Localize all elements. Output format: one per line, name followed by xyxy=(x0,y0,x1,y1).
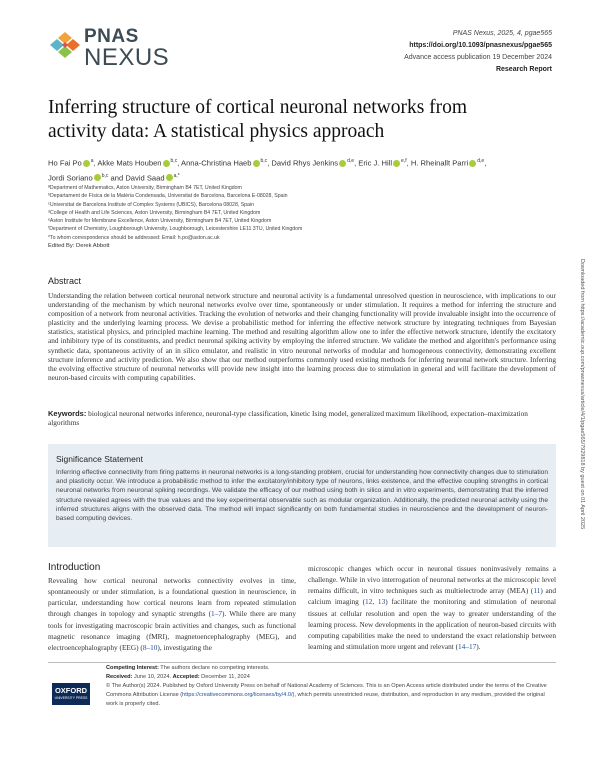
oup-logo-subtext: UNIVERSITY PRESS xyxy=(54,696,88,700)
author-name[interactable]: Anna-Christina Haeb xyxy=(181,158,252,168)
author-name[interactable]: Jordi Soriano xyxy=(48,173,93,183)
orcid-icon[interactable] xyxy=(166,174,173,181)
body-text: ). xyxy=(476,642,481,652)
oup-logo xyxy=(52,683,90,705)
author-name[interactable]: H. Rheinallt Parri xyxy=(410,158,469,168)
logo-text-nexus: NEXUS xyxy=(84,44,170,71)
author-name[interactable]: Akke Mats Houben xyxy=(97,158,162,168)
citation-link[interactable]: 11 xyxy=(533,586,541,596)
body-text: Revealing how cortical neuronal networks connectivity evolves in time, spontaneously or under stimulation, is a foundational question in neuroscience, in particular, understanding how cortical neurons learn from repeated stimulation through changes in topology and synaptic strengths ( xyxy=(48,576,296,619)
author-affiliation-marker: b,c xyxy=(101,172,109,179)
author-name[interactable]: Eric J. Hill xyxy=(358,158,393,168)
body-text: , xyxy=(372,597,378,607)
author-affiliation-marker: a,* xyxy=(173,172,180,179)
header-meta xyxy=(404,28,552,76)
advance-access-date: Advance access publication 19 December 2024 xyxy=(404,54,552,61)
citation-link[interactable]: 8–10 xyxy=(142,642,158,652)
received-label: Received: xyxy=(106,673,133,680)
orcid-icon[interactable] xyxy=(253,160,260,167)
author-affiliation-marker: d,e xyxy=(477,158,485,164)
orcid-icon[interactable] xyxy=(339,160,346,167)
author-affiliation-marker: b,c xyxy=(170,158,178,164)
author-affiliation-marker: d,e xyxy=(347,158,355,164)
orcid-icon[interactable] xyxy=(469,160,476,167)
keywords-text: biological neuronal networks inference, neuronal-type classification, kinetic Ising model, generalized maximum likelihood, expectation–maximization algorithms xyxy=(48,409,528,428)
author-list xyxy=(48,155,558,184)
orcid-icon[interactable] xyxy=(94,174,101,181)
affiliations xyxy=(48,184,558,250)
orcid-icon[interactable] xyxy=(83,160,90,167)
dates xyxy=(106,673,556,682)
body-text: ) facilitate the monitoring and stimulation of neuronal tissues at cellular resolution and open the way to greater understanding of the learning process. New developments in the application of neuron-based circuits with computing capabilities make the need to understand the exact relationship between learning and stimulation more urgent and relevant ( xyxy=(308,597,556,652)
body-text: ) and calcium imaging ( xyxy=(308,586,556,607)
citation-link[interactable]: 13 xyxy=(377,597,386,607)
correspondence: *To whom correspondence should be addressed: Email: h.po@aston.ac.uk xyxy=(48,234,220,241)
download-note-text: Downloaded from https://academic.oup.com/pnasnexus/article/4/1/pgae565/7929818 by guest on 01 April 2025 xyxy=(579,258,585,530)
pnas-nexus-logo-mark xyxy=(48,30,82,64)
doi-link[interactable]: https://doi.org/10.1093/pnasnexus/pgae565 xyxy=(409,42,552,49)
affiliation: ªDepartment of Mathematics, Aston University, Birmingham B4 7ET, United Kingdom xyxy=(48,185,242,191)
author-separator: , xyxy=(93,158,98,168)
accepted-label: Accepted: xyxy=(172,673,200,680)
introduction-column-2 xyxy=(308,563,556,652)
copyright-text: © The Author(s) 2024. Published by Oxford University Press on behalf of National Academy of Sciences. This is an Open Access article distributed under the terms of the Creative Commons Attribution License ( xyxy=(106,682,547,698)
significance-text: Inferring effective connectivity from firing patterns in neuronal networks is a long-standing problem, crucial for understanding how connectivity changes due to stimulation and plasticity occur. We introduce a probabilistic method to infer the excitatory/inhibitory type of neurons, links existence, and the effective coupling strengths in cortical neuronal networks from neuronal spiking recordings. We validate the efficacy of our method using both in silico and in vitro experiments, demonstrating that the inferred structure revealed agrees with the true values and the key experimental observable such as modular organization. Additionally, the predicted neuronal activity using the inferred structures aligns with the observed data. The method will impact significantly on both fundamental studies in neuroscience and the development of neuron-based computing devices. xyxy=(56,469,548,523)
article-type: Research Report xyxy=(495,66,552,73)
competing-interest xyxy=(106,664,556,673)
license-link[interactable]: https://creativecommons.org/licenses/by/4.0/ xyxy=(182,691,293,698)
author-affiliation-marker: e,f xyxy=(401,158,407,164)
significance-box xyxy=(48,444,556,547)
abstract-heading: Abstract xyxy=(48,276,82,286)
author-name[interactable]: Ho Fai Po xyxy=(48,158,82,168)
copyright-text-end: ), which permits unrestricted reuse, distribution, and reproduction in any medium, provided the original work is properly cited. xyxy=(106,691,545,707)
edited-by: Edited By: Derek Abbott xyxy=(48,243,110,250)
keywords-label: Keywords: xyxy=(48,409,87,418)
introduction-heading: Introduction xyxy=(48,562,101,573)
author-affiliation-marker: b,c xyxy=(260,158,268,164)
author-separator: and xyxy=(108,173,126,183)
body-text: ). While there are many tools for investigating macroscopic brain activities and changes, such as functional magnetic resonance imaging (fMRI), magnetoencephalography (MEG), and electroencephalography (EEG) ( xyxy=(48,609,296,652)
author-separator: , xyxy=(267,158,272,168)
affiliation: ᵈCollege of Health and Life Sciences, Aston University, Birmingham B4 7ET, United Kingdom xyxy=(48,209,261,216)
competing-interest-text: The authors declare no competing interests. xyxy=(158,665,270,671)
logo-text-pnas: PNAS xyxy=(84,26,139,47)
author-separator: , xyxy=(406,158,411,168)
affiliation: ᶜUniversitat de Barcelona Institute of Complex Systems (UBICS), Barcelona 08028, Spain xyxy=(48,201,254,208)
citation-link[interactable]: 14–17 xyxy=(458,642,477,652)
orcid-icon[interactable] xyxy=(393,160,400,167)
affiliation: ᶠDepartment of Chemistry, Loughborough University, Loughborough, Leicestershire LE11 3TU, United Kingdom xyxy=(48,226,303,233)
author-affiliation-marker: a xyxy=(90,158,94,164)
abstract-text: Understanding the relation between cortical neuronal network structure and neuronal activity is a fundamental unresolved question in neuroscience, with implications to our understanding of the mechanism by which neuronal networks evolve over time, spontaneously or under stimulation. It requires a method for inferring the structure and composition of a network from neuronal activities. Tracking the evolution of networks and their changing functionality will provide invaluable insight into the occurrence of plasticity and the underlying learning process. We devise a probabilistic method for inferring the effective network structure by integrating techniques from Bayesian statistics, statistical physics, and principled machine learning. The method and resulting algorithm allow one to infer the effective network structure, identify the excitatory and inhibitory type of its constituents, and predict neuronal spiking activity by employing the inferred structure. We validate the method and algorithm's performance using synthetic data, spontaneous activity of an in silico emulator, and realistic in vitro neuronal networks of modular and homogeneous connectivity, demonstrating excellent structure inference and activity prediction. We also show that our method outperforms commonly used existing methods for inferring neuronal network structure. Inferring the evolving effective structure of neuronal networks will provide new insight into the learning process due to stimulation in general and will facilitate the development of neuron-based circuits with computing capabilities. xyxy=(48,291,556,382)
affiliation: ᵉAston Institute for Membrane Excellence, Aston University, Birmingham B4 7ET, United Kingdom xyxy=(48,218,272,225)
author-separator: , xyxy=(177,158,182,168)
oup-logo-text: OXFORD xyxy=(54,686,88,695)
author-line xyxy=(48,155,558,170)
download-note xyxy=(578,195,586,595)
author-separator: , xyxy=(484,158,487,168)
author-separator: , xyxy=(354,158,359,168)
introduction-column-1 xyxy=(48,575,296,653)
accepted-date: December 11, 2024 xyxy=(199,673,250,680)
footer-divider xyxy=(48,662,556,663)
author-name[interactable]: David Rhys Jenkins xyxy=(271,158,339,168)
journal-reference: PNAS Nexus, 2025, 4, pgae565 xyxy=(452,30,552,37)
author-name[interactable]: David Saad xyxy=(125,173,165,183)
body-text: microscopic changes which occur in neuronal tissues noninvasively remains a challenge. While in vivo interrogation of neuronal networks at the microscopic level remains difficult, in vitro techniques such as multielectrode array (MEA) ( xyxy=(308,564,556,596)
footer-notes xyxy=(106,664,556,709)
article-title: Inferring structure of cortical neuronal networks from activity data: A statistical physics approach xyxy=(48,97,468,142)
orcid-icon[interactable] xyxy=(163,160,170,167)
pnas-nexus-logo[interactable] xyxy=(48,26,170,72)
body-text: ), investigating the xyxy=(157,642,212,652)
copyright xyxy=(106,682,556,709)
competing-interest-label: Competing Interest: xyxy=(106,665,159,671)
received-date: June 10, 2024. xyxy=(132,673,173,680)
citation-link[interactable]: 1–7 xyxy=(211,609,222,619)
significance-heading: Significance Statement xyxy=(56,454,143,464)
affiliation: ᵇDepartament de Física de la Matèria Condensada, Universitat de Barcelona, Barcelona E-08028, Spain xyxy=(48,193,288,200)
citation-link[interactable]: 12 xyxy=(365,597,373,607)
keywords xyxy=(48,409,556,428)
author-line xyxy=(48,170,558,185)
